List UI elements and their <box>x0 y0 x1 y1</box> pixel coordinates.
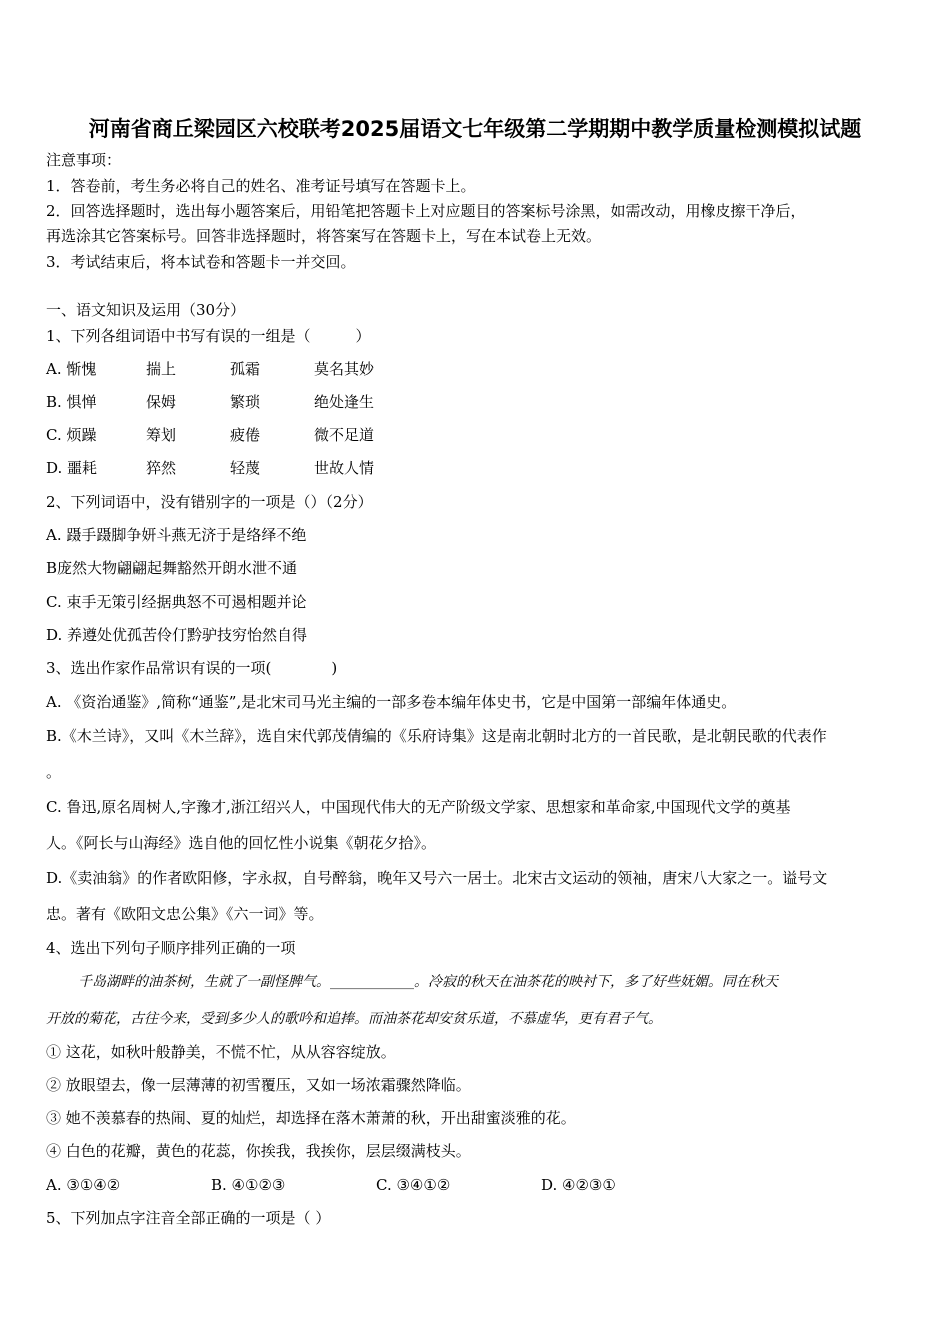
q1-option-text: 绝处逢生 <box>314 393 375 411</box>
q1-option-text: 莫名其妙 <box>314 360 375 378</box>
q1-option-text: C. 烦躁 <box>46 426 97 444</box>
q3-stem: 3、选出作家作品常识有误的一项( ) <box>46 659 338 677</box>
q4-option-b: B. ④①②③ <box>211 1176 286 1194</box>
q2-option-a: A. 蹑手蹑脚争妍斗燕无济于是络绎不绝 <box>46 526 307 544</box>
q1-option-a <box>46 359 374 379</box>
q4-sentence: ④ 白色的花瓣，黄色的花蕊，你挨我，我挨你，层层缀满枝头。 <box>46 1142 471 1160</box>
q2-stem: 2、下列词语中，没有错别字的一项是（）（2分） <box>46 493 373 511</box>
notice-heading: 注意事项： <box>46 151 122 169</box>
q1-option-text: 世故人情 <box>314 459 375 477</box>
q3-option-c: C. 鲁迅,原名周树人,字豫才,浙江绍兴人，中国现代伟大的无产阶级文学家、思想家和革命家,中国现代文学的奠基 <box>46 798 791 816</box>
q4-option-a: A. ③①④② <box>46 1176 121 1194</box>
q3-option-d: D.《卖油翁》的作者欧阳修，字永叔，自号醉翁，晚年又号六一居士。北宋古文运动的领袖，唐宋八大家之一。谥号文 <box>46 869 828 887</box>
notice-item: 2．回答选择题时，选出每小题答案后，用铅笔把答题卡上对应题目的答案标号涂黑，如需改动，用橡皮擦干净后， <box>46 202 806 220</box>
q4-passage-text: 。冷寂的秋天在油茶花的映衬下，多了好些妩媚。同在秋天 <box>414 974 778 990</box>
q1-option-text: 保姆 <box>146 393 177 411</box>
notice-item: 3．考试结束后，将本试卷和答题卡一并交回。 <box>46 253 356 271</box>
q3-option-b-cont: 。 <box>46 763 62 781</box>
notice-item: 再选涂其它答案标号。回答非选择题时，将答案写在答题卡上，写在本试卷上无效。 <box>46 227 602 245</box>
q3-option-d-cont: 忠。著有《欧阳文忠公集》《六一词》等。 <box>46 905 324 923</box>
q1-option-text: A. 惭愧 <box>46 360 97 378</box>
q1-option-text: 揣上 <box>146 360 177 378</box>
q1-option-text: 轻蔑 <box>230 459 261 477</box>
section-heading: 一、语文知识及运用（30分） <box>46 301 246 319</box>
q4-answer-blank: ____________ <box>330 974 414 990</box>
q1-option-text: 猝然 <box>146 459 177 477</box>
q1-option-text: 筹划 <box>146 426 177 444</box>
q3-option-b: B.《木兰诗》，又叫《木兰辞》，选自宋代郭茂倩编的《乐府诗集》这是南北朝时北方的一首民歌，是北朝民歌的代表作 <box>46 727 827 745</box>
q1-stem: 1、下列各组词语中书写有误的一组是（ ） <box>46 327 371 345</box>
q4-passage-text: 千岛湖畔的油茶树，生就了一副怪脾气。 <box>78 974 330 990</box>
q3-option-c-cont: 人。《阿长与山海经》选自他的回忆性小说集《朝花夕拾》。 <box>46 834 437 852</box>
q4-passage-cont: 开放的菊花，古往今来，受到多少人的歌吟和追捧。而油茶花却安贫乐道，不慕虚华，更有君子气。 <box>46 1011 662 1027</box>
q4-passage <box>78 972 778 992</box>
q4-options <box>46 1175 706 1195</box>
notice-item: 1．答卷前，考生务必将自己的姓名、准考证号填写在答题卡上。 <box>46 177 476 195</box>
q4-sentence: ③ 她不羡慕春的热闹、夏的灿烂，却选择在落木萧萧的秋，开出甜蜜淡雅的花。 <box>46 1109 576 1127</box>
q1-option-b <box>46 392 374 412</box>
q1-option-text: 微不足道 <box>314 426 375 444</box>
q4-sentence: ① 这花，如秋叶般静美，不慌不忙，从从容容绽放。 <box>46 1043 396 1061</box>
q1-option-text: 疲倦 <box>230 426 261 444</box>
q5-stem: 5、下列加点字注音全部正确的一项是（ ） <box>46 1209 331 1227</box>
q1-option-text: D. 噩耗 <box>46 459 98 477</box>
q1-option-text: 繁琐 <box>230 393 261 411</box>
q2-option-d: D. 养遵处优孤苦伶仃黔驴技穷怡然自得 <box>46 626 308 644</box>
q4-sentence: ② 放眼望去，像一层薄薄的初雪覆压，又如一场浓霜骤然降临。 <box>46 1076 471 1094</box>
q2-option-b: B庞然大物翩翩起舞豁然开朗水泄不通 <box>46 559 298 577</box>
q1-option-d <box>46 458 374 478</box>
q1-option-text: 孤霜 <box>230 360 261 378</box>
q2-option-c: C. 束手无策引经据典怒不可遏相题并论 <box>46 593 307 611</box>
q4-option-c: C. ③④①② <box>376 1176 451 1194</box>
q4-stem: 4、选出下列句子顺序排列正确的一项 <box>46 939 296 957</box>
q4-option-d: D. ④②③① <box>541 1176 616 1194</box>
q1-option-text: B. 惧惮 <box>46 393 97 411</box>
q1-option-c <box>46 425 374 445</box>
q3-option-a: A. 《资治通鉴》,简称“通鉴”,是北宋司马光主编的一部多卷本编年体史书，它是中国第一部编年体通史。 <box>46 693 737 711</box>
page-title: 河南省商丘梁园区六校联考2025届语文七年级第二学期期中教学质量检测模拟试题 <box>88 117 862 141</box>
